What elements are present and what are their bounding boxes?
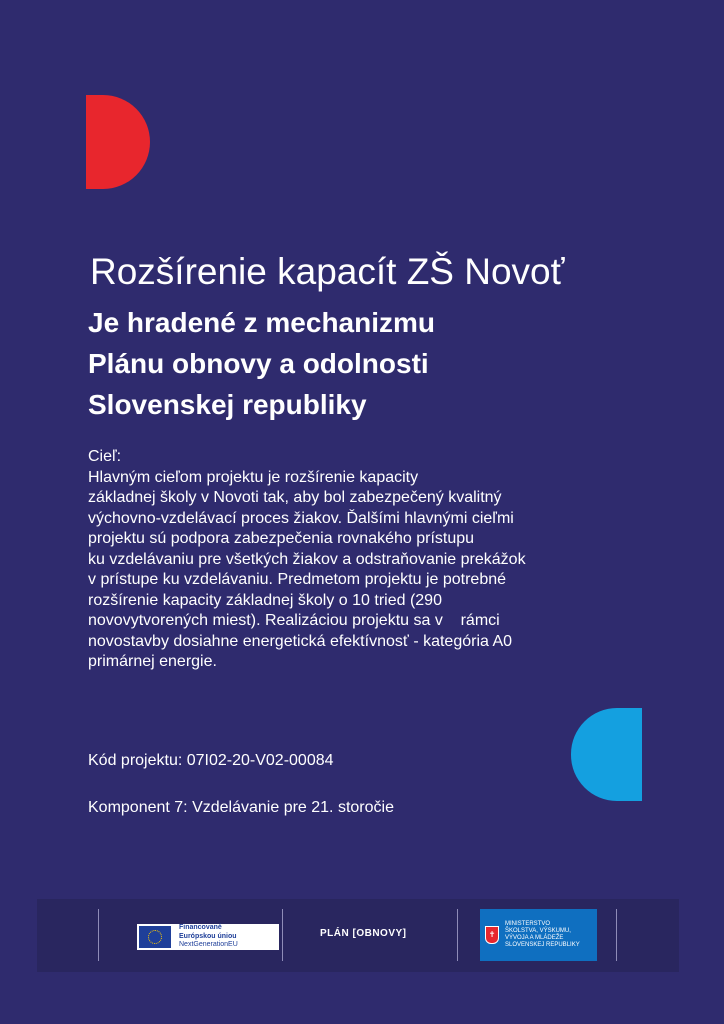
goal-text-line: ku vzdelávaniu pre všetkých žiakov a odstraňovanie prekážok — [88, 550, 526, 568]
subtitle-line: Je hradené z mechanizmu — [88, 307, 436, 338]
eu-logo-text — [179, 924, 238, 950]
goal-text-line: projektu sú podpora zabezpečenia rovnakého prístupu — [88, 530, 475, 547]
ministry-logo — [480, 909, 597, 961]
ministry-logo-text — [505, 921, 580, 949]
goal-text-line: základnej školy v Novoti tak, aby bol zabezpečený kvalitný — [88, 489, 502, 506]
footer-divider — [282, 909, 283, 961]
eu-logo-line: NextGenerationEU — [179, 941, 238, 949]
goal-text-line: Hlavným cieľom projektu je rozšírenie kapacity — [88, 468, 419, 486]
blue-half-circle-decoration — [571, 708, 642, 801]
plan-obnovy-logo: PLÁN [OBNOVY] — [320, 928, 407, 939]
poster-subtitle — [88, 302, 435, 425]
poster-title: Rozšírenie kapacít ZŠ Novoť — [90, 251, 565, 292]
goal-text-line: novovytvorených miest). Realizáciou projektu sa v rámci — [88, 612, 500, 629]
subtitle-line: Plánu obnovy a odolnosti — [88, 348, 429, 379]
goal-text-line: v prístupe ku vzdelávaniu. Predmetom projektu je potrebné — [88, 571, 507, 588]
ministry-logo-line: SLOVENSKEJ REPUBLIKY — [505, 942, 580, 948]
slovak-coat-of-arms-icon: ✝ — [485, 926, 499, 944]
subtitle-line: Slovenskej republiky — [88, 389, 367, 420]
eu-flag-icon — [139, 926, 171, 948]
footer-logo-bar — [37, 899, 679, 972]
goal-text-line: primárnej energie. — [88, 653, 217, 670]
footer-divider — [457, 909, 458, 961]
goal-text-line: novostavby dosiahne energetická efektívnosť - kategória A0 — [88, 632, 513, 650]
goal-text-line: rozšírenie kapacity základnej školy o 10 tried (290 — [88, 591, 442, 609]
ministry-logo-line: MINISTERSTVO — [505, 921, 551, 927]
project-code: Kód projektu: 07I02-20-V02-00084 — [88, 752, 334, 769]
goal-text-line: výchovno-vzdelávací proces žiakov. Ďalšími hlavnými cieľmi — [88, 509, 514, 527]
footer-divider — [98, 909, 99, 961]
eu-funding-logo — [137, 924, 279, 950]
eu-logo-line: Európskou úniou — [179, 932, 237, 940]
footer-divider — [616, 909, 617, 961]
eu-logo-line: Financované — [179, 924, 222, 932]
project-component: Komponent 7: Vzdelávanie pre 21. storočie — [88, 799, 394, 816]
ministry-logo-line: ŠKOLSTVA, VÝSKUMU, — [505, 928, 571, 934]
ministry-logo-line: VÝVOJA A MLÁDEŽE — [505, 935, 564, 941]
goal-label: Cieľ: — [88, 448, 122, 465]
red-half-circle-decoration — [86, 95, 150, 189]
project-goal — [88, 447, 526, 673]
